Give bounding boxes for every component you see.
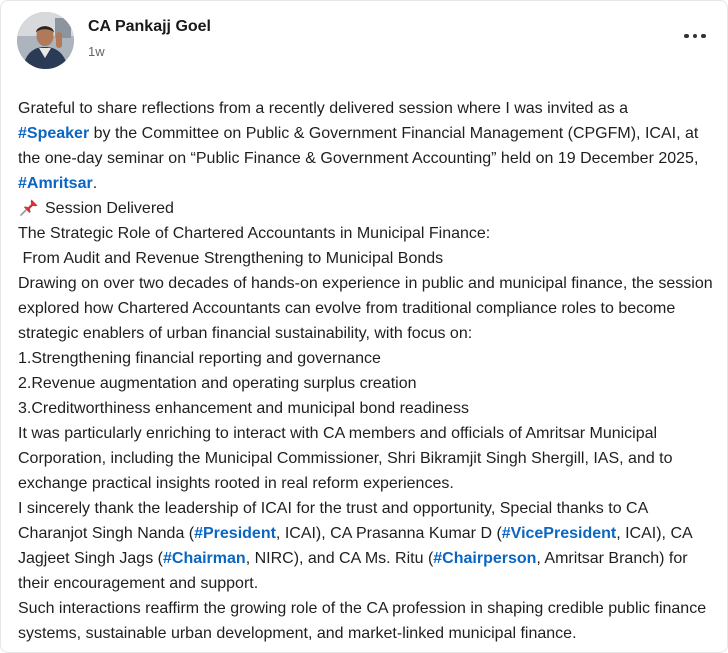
author-name[interactable]: CA Pankajj Goel bbox=[88, 18, 211, 35]
focus-point: 3.Creditworthiness enhancement and municipal bond readiness bbox=[18, 400, 469, 417]
post-timestamp: 1w bbox=[88, 44, 105, 59]
more-horizontal-icon bbox=[684, 34, 689, 39]
hashtag-chairperson[interactable]: #Chairperson bbox=[433, 550, 537, 567]
hashtag-amritsar[interactable]: #Amritsar bbox=[18, 175, 93, 192]
hashtag-vicepresident[interactable]: #VicePresident bbox=[501, 525, 617, 542]
author-avatar[interactable] bbox=[17, 12, 74, 69]
hashtag-speaker[interactable]: #Speaker bbox=[18, 125, 90, 142]
post-text bbox=[18, 96, 718, 646]
hashtag-president[interactable]: #President bbox=[194, 525, 276, 542]
interaction-paragraph: It was particularly enriching to interact with CA members and officials of Amritsar Municipal Corporation, including the Municipal Commissioner, Shri Bikramjit Singh Shergill, IAS, and to exchange practical insights rooted in real reform experiences. bbox=[18, 425, 673, 492]
intro-paragraph: Grateful to share reflections from a recently delivered session where I was invited as a #Speaker by the Committee on Public & Government Financial Management (CPGFM), ICAI, at the one-day seminar on “Public Finance & Government Accounting” held on 19 December 2025, #Amritsar. bbox=[18, 100, 699, 192]
session-delivered-line bbox=[18, 196, 718, 221]
experience-paragraph: Drawing on over two decades of hands-on experience in public and municipal finance, the session explored how Chartered Accountants can evolve from traditional compliance roles to become strategic enablers of urban financial sustainability, with focus on: bbox=[18, 275, 713, 342]
more-options-button[interactable] bbox=[679, 25, 711, 47]
post-header bbox=[17, 12, 711, 72]
focus-point: 2.Revenue augmentation and operating surplus creation bbox=[18, 375, 417, 392]
hashtag-chairman[interactable]: #Chairman bbox=[162, 550, 246, 567]
session-title-line-1: The Strategic Role of Chartered Accountants in Municipal Finance: bbox=[18, 225, 491, 242]
thanks-paragraph: I sincerely thank the leadership of ICAI for the trust and opportunity, Special thanks to CA Charanjot Singh Nanda (#President, ICAI), CA Prasanna Kumar D (#VicePresident, ICAI), CA Jagjeet Singh Jags (#Chairman, NIRC), and CA Ms. Ritu (#Chairperson, Amritsar Branch) for their encouragement and support. bbox=[18, 500, 692, 592]
session-delivered-label: Session Delivered bbox=[45, 200, 174, 217]
session-title-line-2: From Audit and Revenue Strengthening to Municipal Bonds bbox=[18, 250, 444, 267]
focus-point: 1.Strengthening financial reporting and governance bbox=[18, 350, 381, 367]
pushpin-icon bbox=[19, 198, 39, 216]
closing-paragraph: Such interactions reaffirm the growing role of the CA profession in shaping credible public finance systems, sustainable urban development, and market-linked municipal finance. bbox=[18, 600, 707, 642]
